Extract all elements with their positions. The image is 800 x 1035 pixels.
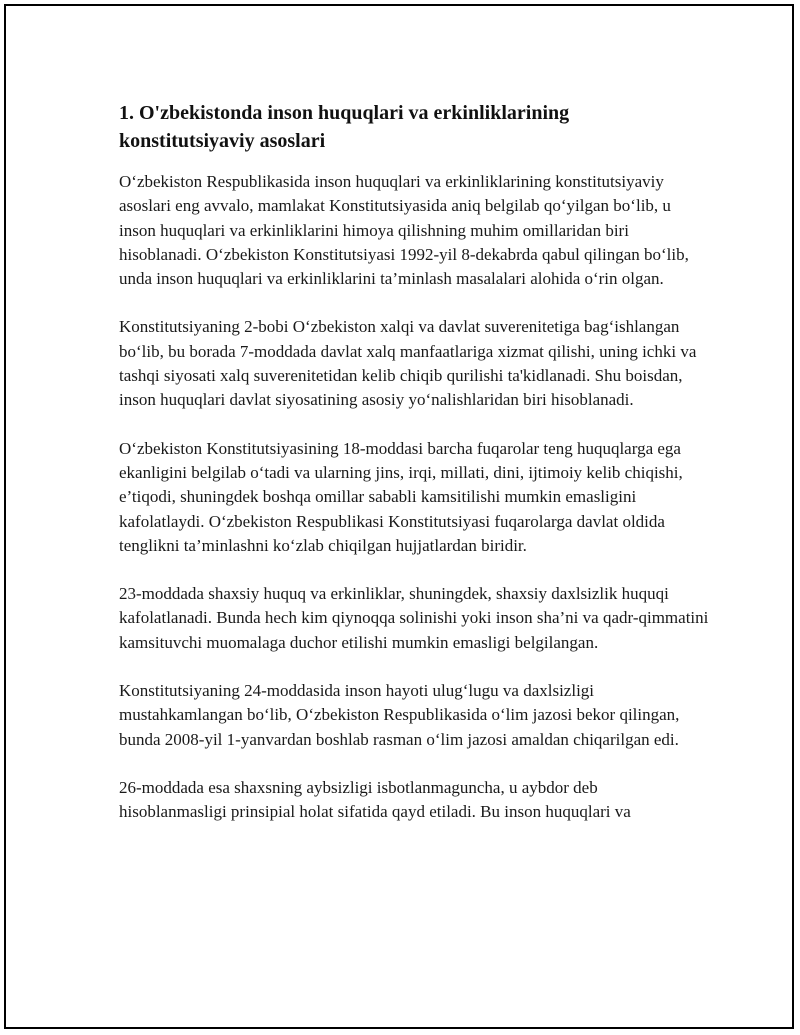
paragraph-3: O‘zbekiston Konstitutsiyasining 18-moddasi barcha fuqarolar teng huquqlarga ega ekanligini belgilab o‘tadi va ularning jins, irqi, millati, dini, ijtimoiy kelib chiqishi, e’tiqodi, shuningdek boshqa omillar sababli kamsitilishi mumkin emasligini kafolatlaydi. O‘zbekiston Respublikasi Konstitutsiyasi fuqarolarga davlat oldida tenglikni ta’minlashni ko‘zlab chiqilgan hujjatlardan biridir. xyxy=(119,438,683,555)
paragraph-2: Konstitutsiyaning 2-bobi O‘zbekiston xalqi va davlat suverenitetiga bag‘ishlangan bo‘lib, bu borada 7-moddada davlat xalq manfaatlariga xizmat qilishi, uning ichki va tashqi siyosati xalq suverenitetidan kelib chiqib qurilishi ta'kidlanadi. Shu boisdan, inson huquqlari davlat siyosatining asosiy yo‘nalishlaridan biri hisoblanadi. xyxy=(119,317,697,410)
paragraph-6: 26-moddada esa shaxsning aybsizligi isbotlanmaguncha, u aybdor deb hisoblanmasligi prinsipial holat sifatida qayd etiladi. Bu inson huquqlari va xyxy=(119,777,631,822)
paragraph-4: 23-moddada shaxsiy huquq va erkinliklar, shuningdek, shaxsiy daxlsizlik huquqi kafolatlanadi. Bunda hech kim qiynoqqa solinishi yoki inson sha’ni va qadr-qimmatini kamsituvchi muomalaga duchor etilishi mumkin emasligi belgilangan. xyxy=(119,584,709,652)
section-heading: 1. O'zbekistonda inson huquqlari va erkinliklarining konstitutsiyaviy asoslari xyxy=(119,102,570,152)
paragraph-5: Konstitutsiyaning 24-moddasida inson hayoti ulug‘lugu va daxlsizligi mustahkamlangan bo‘lib, O‘zbekiston Respublikasida o‘lim jazosi bekor qilingan, bunda 2008-yil 1-yanvardan boshlab rasman o‘lim jazosi amaldan chiqarilgan edi. xyxy=(119,681,680,749)
document-body xyxy=(119,99,709,849)
paragraph-1: O‘zbekiston Respublikasida inson huquqlari va erkinliklarining konstitutsiyaviy asoslari eng avvalo, mamlakat Konstitutsiyasida aniq belgilab qo‘yilgan bo‘lib, u inson huquqlari va erkinliklarini himoya qilishning muhim omillaridan biri hisoblanadi. O‘zbekiston Konstitutsiyasi 1992-yil 8-dekabrda qabul qilingan bo‘lib, unda inson huquqlari va erkinliklarini ta’minlash masalalari alohida o‘rin olgan. xyxy=(119,172,689,289)
document-page xyxy=(4,4,794,1029)
